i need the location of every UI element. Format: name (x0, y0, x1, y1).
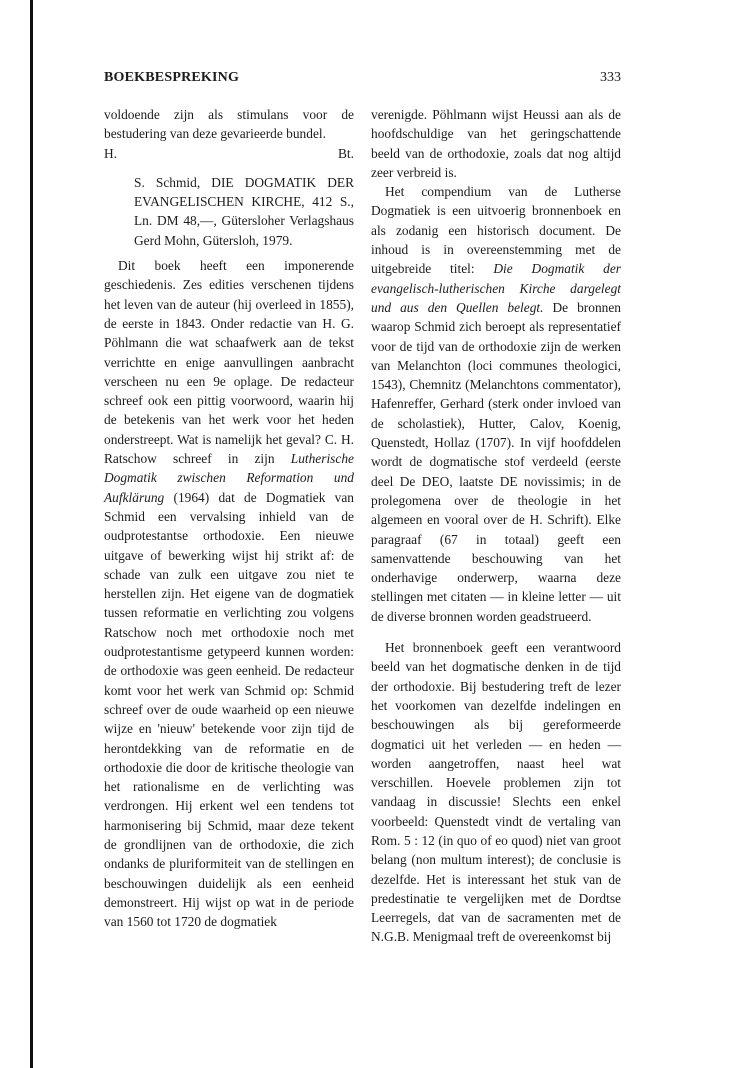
previous-review-ending: voldoende zijn als stimulans voor de bestudering van deze gevarieerde bundel. (104, 107, 354, 142)
cited-book-title: Lutherische Dogmatik zwischen Reformation und Aufklärung (104, 451, 354, 505)
review-paragraph-1 (104, 256, 354, 931)
review-text: Dit boek heeft een imponerende geschiedenis. Zes edities verschenen tijdens het leven van de auteur (hij overleed in 1855), de eerste in 1843. Onder redactie van H. G. Pöhlmann die wat schaafwerk aan de tekst verrichtte en enige aanvullingen aanbracht verscheen nu een 9e oplage. De redacteur schreef ook een pittig voorwoord, waarin hij de betekenis van het werk voor het heden onderstreept. Wat is namelijk het geval? C. H. Ratschow schreef in zijn (104, 258, 354, 467)
review-text: De bronnen waarop Schmid zich beroept als representatief voor de tijd van de orthodoxie zijn de werken van Melanchton (loci communes theologici, 1543), Chemnitz (Melanchtons commentator), Hafenreffer, Gerhard (sterk onder invloed van de scholastiek), Hutter, Calov, Koenig, Quenstedt, Hollaz (1707). In vijf hoofddelen wordt de dogmatische stof verdeeld (eerste deel De DEO, laatste DE novissimis; in de prolegomena over de theologie in het algemeen en vooral over de H. Schrift). Elke paragraaf (67 in totaal) geeft een samenvattende beschouwing van het onderhavige onderwerp, waarna deze stellingen met citaten — in kleine letter — uit de diverse bronnen worden geadstrueerd. (371, 299, 621, 624)
book-full-title: Die Dogmatik der evangelisch-lutherischen Kirche dargelegt und aus den Quellen belegt. (371, 261, 621, 315)
review-text: Het compendium van de Lutherse Dogmatiek is een uitvoerig bronnenboek en als zodanig een historisch document. De inhoud is in overeenstemming met de uitgebreide titel: (371, 184, 621, 277)
left-column (104, 105, 354, 931)
review-paragraph-3: Het bronnenboek geeft een verantwoord beeld van het dogmatische denken in de tijd der orthodoxie. Bij bestudering treft de lezer het voorkomen van dezelfde indelingen en beschouwingen als bij gereformeerde dogmatici uit het verleden — en heden — worden aangetroffen, naast heel wat verschillen. Hoevele problemen zijn tot vandaag in discussie! Slechts een enkel voorbeeld: Quenstedt vindt de vertaling van Rom. 5 : 12 (in quo of eo quod) niet van groot belang (non multum interest); de conclusie is dezelfde. Het is interessant het stuk van de predestinatie te vergelijken met de Dordtse Leerregels, dat van de sacramenten met de N.G.B. Menigmaal treft de overeenkomst bij (371, 640, 621, 945)
section-title: BOEKBESPREKING (104, 70, 240, 85)
signature-initial: H. (104, 145, 118, 161)
review-text: (1964) dat de Dogmatiek van Schmid een vervalsing inhield van de oudprotestantse orthodoxie. Een nieuwe uitgave of bewerking wijst hij strikt af: de schade van zulk een uitgave zou niet te herstellen zijn. Het eigene van de dogmatiek tussen reformatie en verlichting zou volgens Ratschow noch met orthodoxie noch met oudprotestantisme getypeerd kunnen worden: de orthodoxie was geen eenheid. De redacteur komt voor het werk van Schmid op: Schmid schreef over de oude waarheid op een nieuwe wijze en 'nieuw' betekende voor zijn tijd de herontdekking van de reformatie en de orthodoxie die door de kritische theologie van het rationalisme en de verlichting was verdrongen. Hij erkent wel een tendens tot harmonisering bij Schmid, maar deze tekent de grondlijnen van de orthodoxie, die zich ondanks de pluriformiteit van de stellingen en beschouwingen duidelijk als een eenheid demonstreert. Hij wijst op wat in de periode van 1560 tot 1720 de dogmatiek (104, 489, 354, 930)
review-paragraph-continuation: verenigde. Pöhlmann wijst Heussi aan als de hoofdschuldige van het geringschattende beeld van de orthodoxie, zoals dat nog altijd zeer verbreid is. (371, 107, 621, 180)
page-number: 333 (600, 70, 621, 85)
page-spine-edge (30, 0, 33, 1068)
review-paragraph-2 (371, 182, 621, 626)
reviewer-signature (104, 144, 354, 163)
right-column (371, 105, 621, 947)
signature-abbrev: Bt. (338, 145, 354, 161)
book-reference: S. Schmid, DIE DOGMATIK DER EVANGELISCHEN KIRCHE, 412 S., Ln. DM 48,—, Gütersloher Verlagshaus Gerd Mohn, Gütersloh, 1979. (134, 174, 354, 248)
